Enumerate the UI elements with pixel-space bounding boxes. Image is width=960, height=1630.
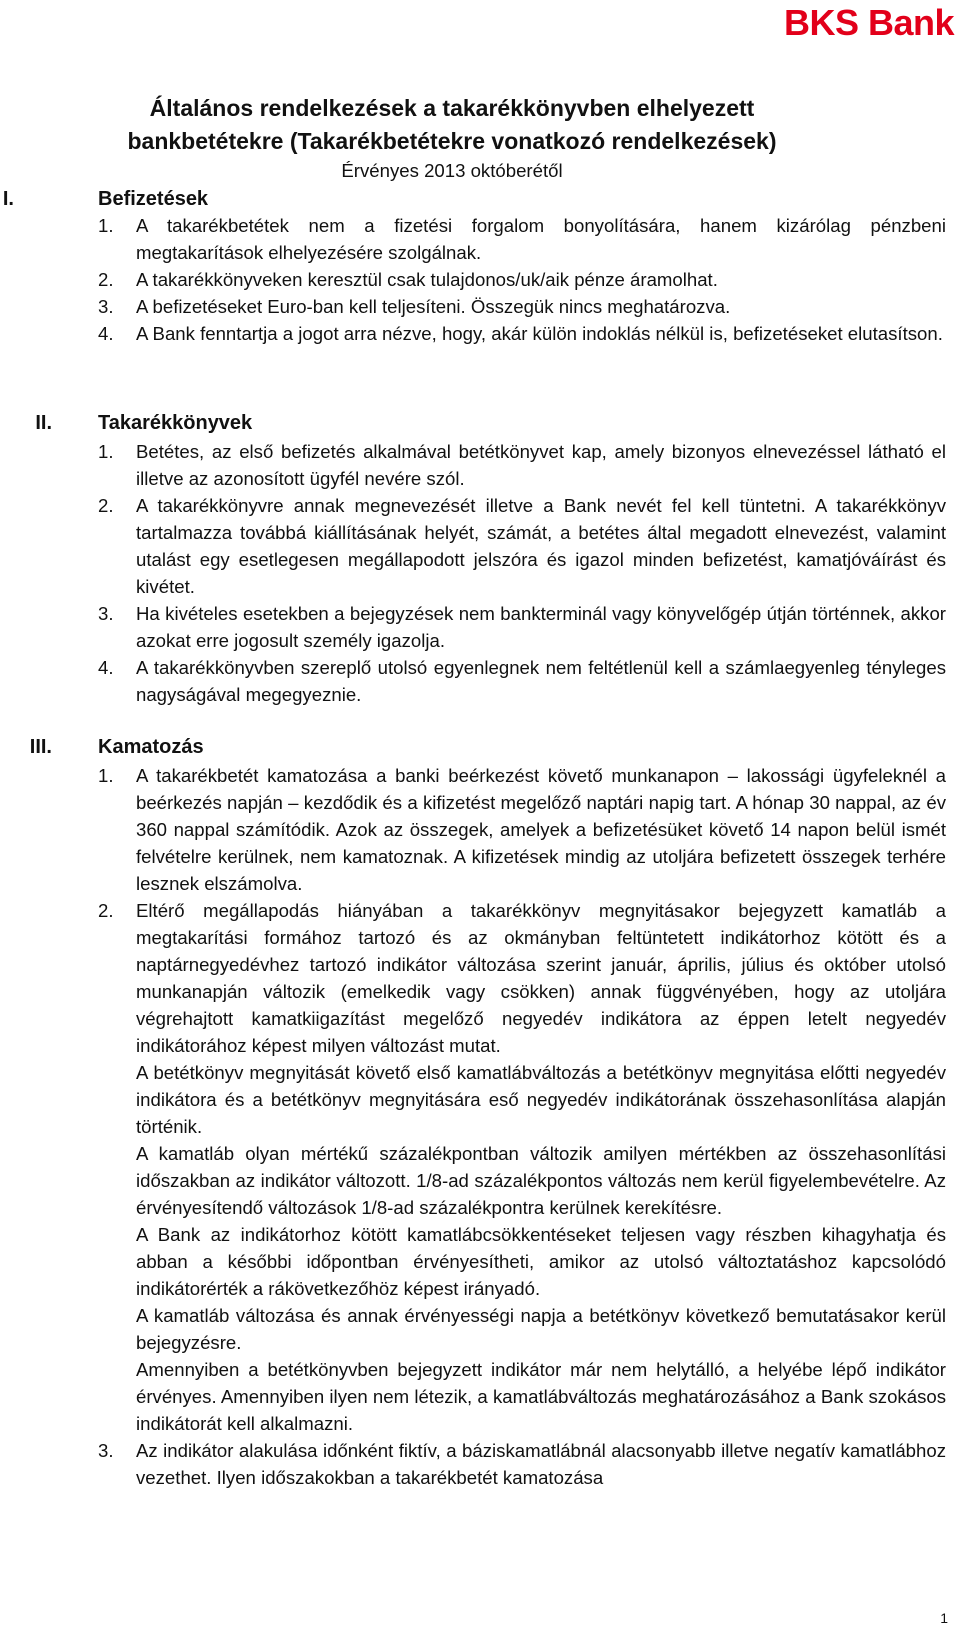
item-text: Betétes, az első befizetés alkalmával betétkönyvet kap, amely bizonyos elnevezéssel látható el illetve az azonosított ügyfél nevére szól. [136,441,946,489]
document-header [72,92,832,184]
section-title: Befizetések [98,188,209,210]
section-items [98,438,946,708]
bks-bank-logo: BKS Bank [783,2,954,43]
list-item [98,1437,946,1491]
document-validity: Érvényes 2013 októberétől [341,160,563,181]
item-text: A takarékkönyveken keresztül csak tulajdonos/uk/aik pénze áramolhat. [136,269,718,290]
item-text: A takarékkönyvre annak megnevezését illetve a Bank nevét fel kell tüntetni. A takarékkönyv tartalmazza továbbá kiállításának helyét, számát, a betétes által megadott elnevezést, valamint utalást egy esetlegesen megállapodott jelszóra és igazol minden befizetést, kamatjóváírást és kivétet. [136,495,946,597]
item-number: 2. [98,269,114,290]
list-item [98,600,946,654]
paragraph: A Bank az indikátorhoz kötött kamatlábcsökkentéseket teljesen vagy részben kihagyhatja és abban a későbbi időpontban érvényesítheti, amikor az utolsó változtatáshoz kapcsolódó indikátorérték a rákövetkezőhöz képest irányadó. [136,1224,946,1299]
item-text: Ha kivételes esetekben a bejegyzések nem bankterminál vagy könyvelőgép útján történnek, akkor azokat erre jogosult személy igazolja. [136,603,946,651]
list-item [98,212,946,266]
section-title: Takarékkönyvek [98,412,253,434]
paragraph: A kamatláb olyan mértékű százalékpontban változik amilyen mértékben az összehasonlítási időszakban az indikátor változott. 1/8-ad százalékpontos változás nem kerül figyelembevételre. Az érvényesítendő változások 1/8-ad százalékpontra kerülnek kerekítésre. [136,1143,946,1218]
section-items [98,762,946,1491]
section-numeral: II. [35,412,52,434]
item-number: 3. [98,603,114,624]
item-number: 1. [98,765,114,786]
item-number: 4. [98,657,114,678]
list-item [98,293,946,320]
list-item [98,654,946,708]
item-number: 1. [98,215,114,236]
item-number: 3. [98,1440,114,1461]
list-item [98,438,946,492]
paragraph: Amennyiben a betétkönyvben bejegyzett indikátor már nem helytálló, a helyébe lépő indikátor érvényes. Amennyiben ilyen nem létezik, a kamatlábváltozás meghatározásához a Bank szokásos indikátorát kell alkalmazni. [136,1359,946,1434]
section-items [98,212,946,347]
section-numeral: I. [2,188,14,210]
list-item [98,762,946,897]
item-text: A takarékbetétek nem a fizetési forgalom bonyolítására, hanem kizárólag pénzbeni megtakarítások elhelyezésére szolgálnak. [136,215,946,263]
page-number: 1 [940,1610,948,1626]
item-text: Eltérő megállapodás hiányában a takarékkönyv megnyitásakor bejegyzett kamatláb a megtakarítási formához tartozó és az okmányban feltüntetett indikátorhoz kötött és a naptárnegyedévhez tartozó indikátor változása szerint január, április, július és október utolsó munkanapján változik (emelkedik vagy csökken) annak függvényében, hogy az utoljára végrehajtott kamatkiigazítást megelőző negyedév indikátora az éppen letelt negyedév indikátorához képest milyen változást mutat. [136,900,946,1056]
item-text: A takarékbetét kamatozása a banki beérkezést követő munkanapon – lakossági ügyfeleknél a beérkezés napján – kezdődik és a kifizetést megelőző naptári napig tart. A hónap 30 nappal, az év 360 nappal számítódik. Azok az összegek, amelyek a befizetésüket követő 14 napon belül ismét felvételre kerülnek, nem kamatoznak. A kifizetések mindig az utoljára befizetett összegek terhére lesznek elszámolva. [136,765,946,894]
paragraph: A betétkönyv megnyitását követő első kamatlábváltozás a betétkönyv megnyitása előtti negyedév indikátora és a betétkönyv megnyitására eső negyedév indikátorának összehasonlítása alapján történik. [136,1062,946,1137]
item-number: 4. [98,323,114,344]
item-text: A Bank fenntartja a jogot arra nézve, hogy, akár külön indoklás nélkül is, befizetéseket elutasítson. [136,323,943,344]
list-item [98,320,946,347]
paragraph: A kamatláb változása és annak érvényességi napja a betétkönyv következő bemutatásakor kerül bejegyzésre. [136,1305,946,1353]
item-number: 1. [98,441,114,462]
list-item [98,492,946,600]
item-number: 2. [98,900,114,921]
item-text: A befizetéseket Euro-ban kell teljesíteni. Összegük nincs meghatározva. [136,296,731,317]
list-item [98,266,946,293]
section-title: Kamatozás [98,736,204,758]
item-number: 2. [98,495,114,516]
item-text: A takarékkönyvben szereplő utolsó egyenlegnek nem feltétlenül kell a számlaegyenleg tényleges nagyságával megegyeznie. [136,657,946,705]
document-title: Általános rendelkezések a takarékkönyvben elhelyezett bankbetétekre (Takarékbetétekre vonatkozó rendelkezések) [127,95,777,154]
item-number: 3. [98,296,114,317]
list-item [98,897,946,1059]
section-numeral: III. [29,736,52,758]
item-text: Az indikátor alakulása időnként fiktív, a báziskamatlábnál alacsonyabb illetve negatív kamatlábhoz vezethet. Ilyen időszakokban a takarékbetét kamatozása [136,1440,946,1488]
